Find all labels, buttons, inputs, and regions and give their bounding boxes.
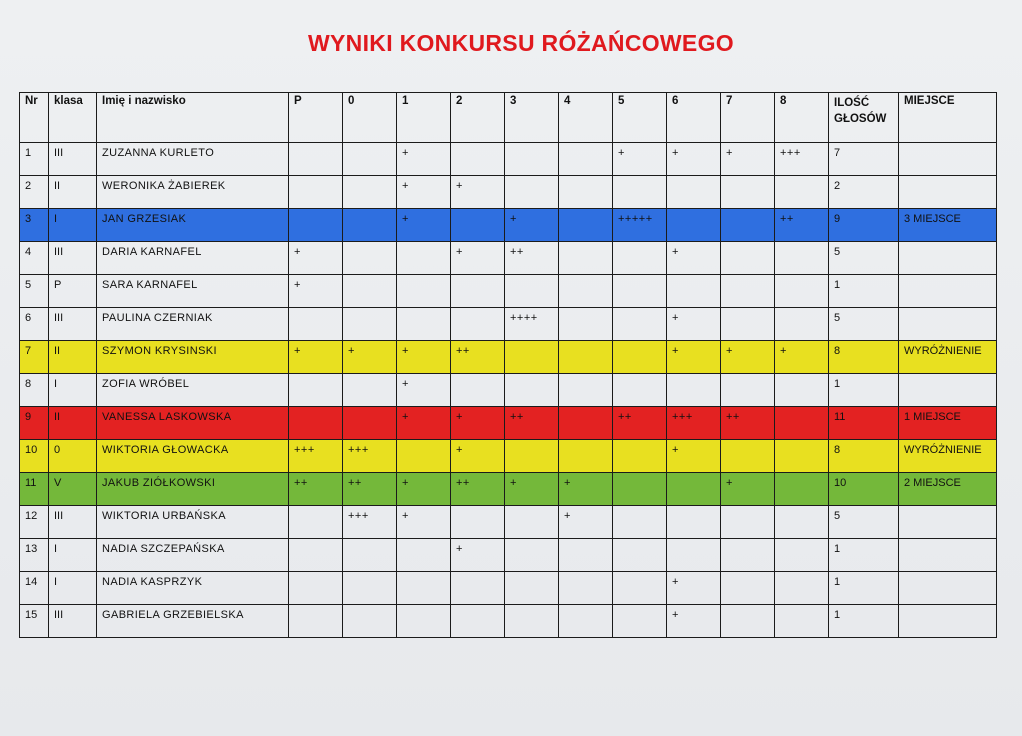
cell-mark-4 — [559, 275, 613, 308]
cell-votes: 1 — [829, 605, 899, 638]
cell-mark-6: + — [667, 440, 721, 473]
cell-mark-5: +++++ — [613, 209, 667, 242]
cell-mark-3: ++ — [505, 242, 559, 275]
header-4: 4 — [559, 93, 613, 143]
cell-votes: 5 — [829, 308, 899, 341]
cell-mark-4: + — [559, 473, 613, 506]
cell-mark-8: +++ — [775, 143, 829, 176]
cell-mark-4 — [559, 440, 613, 473]
cell-mark-6 — [667, 209, 721, 242]
cell-mark-0 — [343, 308, 397, 341]
cell-votes: 1 — [829, 572, 899, 605]
cell-klasa: II — [49, 341, 97, 374]
cell-name: WIKTORIA URBAŃSKA — [97, 506, 289, 539]
cell-mark-1: + — [397, 374, 451, 407]
cell-mark-5 — [613, 506, 667, 539]
cell-mark-3 — [505, 143, 559, 176]
header-nr: Nr — [20, 93, 49, 143]
cell-name: VANESSA LASKOWSKA — [97, 407, 289, 440]
header-7: 7 — [721, 93, 775, 143]
cell-mark-0 — [343, 407, 397, 440]
header-8: 8 — [775, 93, 829, 143]
cell-votes: 1 — [829, 374, 899, 407]
cell-mark-1 — [397, 572, 451, 605]
cell-nr: 12 — [20, 506, 49, 539]
cell-mark-2 — [451, 506, 505, 539]
cell-mark-2: + — [451, 242, 505, 275]
cell-mark-p: +++ — [289, 440, 343, 473]
cell-mark-2: + — [451, 539, 505, 572]
cell-mark-3: + — [505, 209, 559, 242]
cell-mark-7 — [721, 275, 775, 308]
cell-mark-2: + — [451, 407, 505, 440]
header-5: 5 — [613, 93, 667, 143]
header-p: P — [289, 93, 343, 143]
cell-mark-7 — [721, 209, 775, 242]
cell-votes: 1 — [829, 539, 899, 572]
cell-mark-6: + — [667, 341, 721, 374]
cell-mark-3: + — [505, 473, 559, 506]
cell-mark-0 — [343, 539, 397, 572]
table-row — [20, 407, 997, 440]
table-row — [20, 275, 997, 308]
cell-place: 2 MIEJSCE — [899, 473, 997, 506]
cell-nr: 15 — [20, 605, 49, 638]
cell-place — [899, 539, 997, 572]
table-row — [20, 605, 997, 638]
cell-place — [899, 275, 997, 308]
cell-mark-1: + — [397, 341, 451, 374]
cell-mark-2 — [451, 605, 505, 638]
cell-name: WIKTORIA GŁOWACKA — [97, 440, 289, 473]
cell-place — [899, 506, 997, 539]
cell-klasa: II — [49, 407, 97, 440]
cell-mark-5 — [613, 572, 667, 605]
cell-votes: 2 — [829, 176, 899, 209]
header-klasa: klasa — [49, 93, 97, 143]
cell-mark-4 — [559, 209, 613, 242]
cell-klasa: III — [49, 605, 97, 638]
cell-mark-4 — [559, 341, 613, 374]
cell-mark-3 — [505, 176, 559, 209]
cell-mark-4 — [559, 605, 613, 638]
cell-nr: 1 — [20, 143, 49, 176]
cell-mark-0 — [343, 209, 397, 242]
results-body — [20, 143, 997, 638]
header-3: 3 — [505, 93, 559, 143]
cell-mark-8 — [775, 275, 829, 308]
cell-mark-6: + — [667, 242, 721, 275]
cell-mark-1 — [397, 275, 451, 308]
cell-votes: 10 — [829, 473, 899, 506]
cell-mark-3 — [505, 506, 559, 539]
cell-klasa: III — [49, 242, 97, 275]
cell-name: JAKUB ZIÓŁKOWSKI — [97, 473, 289, 506]
cell-nr: 4 — [20, 242, 49, 275]
cell-nr: 8 — [20, 374, 49, 407]
cell-mark-8 — [775, 605, 829, 638]
cell-mark-7 — [721, 308, 775, 341]
cell-mark-8 — [775, 440, 829, 473]
cell-votes: 8 — [829, 341, 899, 374]
cell-votes: 8 — [829, 440, 899, 473]
cell-name: PAULINA CZERNIAK — [97, 308, 289, 341]
cell-mark-p: + — [289, 341, 343, 374]
cell-mark-3 — [505, 341, 559, 374]
cell-mark-0 — [343, 605, 397, 638]
cell-votes: 1 — [829, 275, 899, 308]
cell-mark-0: ++ — [343, 473, 397, 506]
header-row — [20, 93, 997, 143]
cell-mark-0 — [343, 176, 397, 209]
cell-name: DARIA KARNAFEL — [97, 242, 289, 275]
cell-mark-2 — [451, 275, 505, 308]
cell-mark-4 — [559, 539, 613, 572]
cell-mark-p — [289, 176, 343, 209]
cell-mark-7 — [721, 440, 775, 473]
table-row — [20, 473, 997, 506]
cell-mark-3 — [505, 440, 559, 473]
cell-mark-5 — [613, 440, 667, 473]
cell-mark-p — [289, 605, 343, 638]
table-row — [20, 572, 997, 605]
cell-mark-5 — [613, 308, 667, 341]
page-title: WYNIKI KONKURSU RÓŻAŃCOWEGO — [308, 30, 734, 56]
cell-place: 1 MIEJSCE — [899, 407, 997, 440]
table-row — [20, 440, 997, 473]
cell-mark-p — [289, 407, 343, 440]
cell-mark-6 — [667, 374, 721, 407]
cell-nr: 14 — [20, 572, 49, 605]
cell-mark-5 — [613, 242, 667, 275]
cell-mark-1: + — [397, 209, 451, 242]
cell-mark-5: + — [613, 143, 667, 176]
cell-name: NADIA SZCZEPAŃSKA — [97, 539, 289, 572]
cell-mark-p — [289, 506, 343, 539]
cell-mark-8 — [775, 374, 829, 407]
cell-mark-6 — [667, 473, 721, 506]
cell-nr: 13 — [20, 539, 49, 572]
cell-name: SZYMON KRYSINSKI — [97, 341, 289, 374]
cell-mark-7: + — [721, 143, 775, 176]
cell-place: WYRÓŻNIENIE — [899, 341, 997, 374]
cell-mark-6: + — [667, 308, 721, 341]
cell-mark-7 — [721, 242, 775, 275]
cell-mark-0: +++ — [343, 440, 397, 473]
cell-mark-7 — [721, 374, 775, 407]
cell-mark-5 — [613, 605, 667, 638]
table-row — [20, 341, 997, 374]
cell-klasa: I — [49, 572, 97, 605]
cell-mark-0: + — [343, 341, 397, 374]
cell-mark-5 — [613, 341, 667, 374]
cell-mark-p — [289, 209, 343, 242]
cell-mark-8 — [775, 308, 829, 341]
cell-mark-1 — [397, 242, 451, 275]
cell-place — [899, 242, 997, 275]
cell-place — [899, 605, 997, 638]
cell-mark-5 — [613, 539, 667, 572]
cell-mark-1: + — [397, 176, 451, 209]
cell-mark-2: ++ — [451, 473, 505, 506]
table-row — [20, 308, 997, 341]
cell-klasa: II — [49, 176, 97, 209]
cell-klasa: III — [49, 308, 97, 341]
cell-klasa: I — [49, 209, 97, 242]
cell-nr: 10 — [20, 440, 49, 473]
table-row — [20, 539, 997, 572]
cell-mark-5: ++ — [613, 407, 667, 440]
cell-nr: 11 — [20, 473, 49, 506]
cell-mark-0 — [343, 374, 397, 407]
cell-mark-1: + — [397, 473, 451, 506]
cell-nr: 6 — [20, 308, 49, 341]
cell-mark-7 — [721, 605, 775, 638]
cell-mark-5 — [613, 374, 667, 407]
cell-mark-1 — [397, 605, 451, 638]
cell-mark-6: + — [667, 572, 721, 605]
cell-place — [899, 176, 997, 209]
header-name: Imię i nazwisko — [97, 93, 289, 143]
cell-mark-6: + — [667, 143, 721, 176]
cell-name: ZUZANNA KURLETO — [97, 143, 289, 176]
header-place: MIEJSCE — [899, 93, 997, 143]
header-votes: ILOŚĆ GŁOSÓW — [829, 93, 899, 143]
cell-mark-2 — [451, 209, 505, 242]
cell-mark-0: +++ — [343, 506, 397, 539]
cell-mark-6 — [667, 506, 721, 539]
table-row — [20, 209, 997, 242]
cell-mark-0 — [343, 143, 397, 176]
cell-mark-6 — [667, 176, 721, 209]
cell-mark-3 — [505, 374, 559, 407]
table-row — [20, 143, 997, 176]
cell-klasa: III — [49, 143, 97, 176]
cell-mark-3 — [505, 539, 559, 572]
cell-mark-8 — [775, 242, 829, 275]
cell-mark-4 — [559, 308, 613, 341]
cell-klasa: V — [49, 473, 97, 506]
results-table — [19, 92, 997, 638]
cell-name: GABRIELA GRZEBIELSKA — [97, 605, 289, 638]
cell-mark-8 — [775, 506, 829, 539]
cell-mark-p — [289, 572, 343, 605]
cell-mark-p: + — [289, 275, 343, 308]
cell-mark-2 — [451, 308, 505, 341]
cell-mark-6: + — [667, 605, 721, 638]
cell-nr: 2 — [20, 176, 49, 209]
cell-votes: 5 — [829, 242, 899, 275]
cell-mark-1: + — [397, 143, 451, 176]
cell-mark-p — [289, 143, 343, 176]
cell-mark-4 — [559, 572, 613, 605]
cell-mark-8: + — [775, 341, 829, 374]
cell-mark-7: + — [721, 473, 775, 506]
cell-mark-3: ++++ — [505, 308, 559, 341]
cell-mark-1 — [397, 539, 451, 572]
cell-mark-4 — [559, 176, 613, 209]
cell-mark-8 — [775, 176, 829, 209]
cell-mark-p — [289, 308, 343, 341]
cell-votes: 5 — [829, 506, 899, 539]
table-row — [20, 374, 997, 407]
cell-mark-7 — [721, 539, 775, 572]
cell-mark-8 — [775, 407, 829, 440]
cell-mark-1 — [397, 440, 451, 473]
cell-mark-p — [289, 374, 343, 407]
cell-nr: 9 — [20, 407, 49, 440]
cell-place — [899, 572, 997, 605]
cell-mark-2: + — [451, 440, 505, 473]
table-row — [20, 242, 997, 275]
cell-mark-0 — [343, 572, 397, 605]
cell-name: NADIA KASPRZYK — [97, 572, 289, 605]
cell-name: ZOFIA WRÓBEL — [97, 374, 289, 407]
table-row — [20, 506, 997, 539]
cell-mark-6: +++ — [667, 407, 721, 440]
cell-klasa: III — [49, 506, 97, 539]
cell-mark-1: + — [397, 506, 451, 539]
cell-votes: 11 — [829, 407, 899, 440]
cell-mark-4 — [559, 143, 613, 176]
cell-mark-p: ++ — [289, 473, 343, 506]
header-6: 6 — [667, 93, 721, 143]
cell-mark-2 — [451, 143, 505, 176]
cell-klasa: I — [49, 539, 97, 572]
cell-mark-8 — [775, 572, 829, 605]
cell-mark-6 — [667, 539, 721, 572]
cell-mark-7: ++ — [721, 407, 775, 440]
cell-mark-7 — [721, 572, 775, 605]
cell-mark-1: + — [397, 407, 451, 440]
cell-mark-8 — [775, 539, 829, 572]
table-row — [20, 176, 997, 209]
cell-mark-1 — [397, 308, 451, 341]
header-2: 2 — [451, 93, 505, 143]
cell-mark-7 — [721, 176, 775, 209]
cell-klasa: P — [49, 275, 97, 308]
cell-mark-0 — [343, 275, 397, 308]
cell-name: SARA KARNAFEL — [97, 275, 289, 308]
cell-nr: 5 — [20, 275, 49, 308]
cell-mark-0 — [343, 242, 397, 275]
cell-votes: 9 — [829, 209, 899, 242]
cell-place — [899, 143, 997, 176]
cell-mark-6 — [667, 275, 721, 308]
cell-place — [899, 308, 997, 341]
cell-mark-p — [289, 539, 343, 572]
cell-mark-4 — [559, 242, 613, 275]
cell-mark-7 — [721, 506, 775, 539]
cell-mark-3: ++ — [505, 407, 559, 440]
cell-name: WERONIKA ŻABIEREK — [97, 176, 289, 209]
cell-mark-4 — [559, 407, 613, 440]
cell-mark-7: + — [721, 341, 775, 374]
cell-mark-2: + — [451, 176, 505, 209]
cell-mark-4 — [559, 374, 613, 407]
cell-nr: 3 — [20, 209, 49, 242]
cell-mark-5 — [613, 275, 667, 308]
cell-mark-5 — [613, 473, 667, 506]
cell-klasa: 0 — [49, 440, 97, 473]
cell-nr: 7 — [20, 341, 49, 374]
cell-place: 3 MIEJSCE — [899, 209, 997, 242]
cell-mark-5 — [613, 176, 667, 209]
cell-mark-3 — [505, 605, 559, 638]
cell-place: WYRÓŻNIENIE — [899, 440, 997, 473]
cell-mark-3 — [505, 572, 559, 605]
cell-votes: 7 — [829, 143, 899, 176]
cell-name: JAN GRZESIAK — [97, 209, 289, 242]
cell-mark-2: ++ — [451, 341, 505, 374]
cell-mark-8: ++ — [775, 209, 829, 242]
header-1: 1 — [397, 93, 451, 143]
header-0: 0 — [343, 93, 397, 143]
cell-mark-3 — [505, 275, 559, 308]
cell-mark-p: + — [289, 242, 343, 275]
cell-klasa: I — [49, 374, 97, 407]
cell-mark-2 — [451, 572, 505, 605]
cell-mark-4: + — [559, 506, 613, 539]
cell-place — [899, 374, 997, 407]
cell-mark-2 — [451, 374, 505, 407]
cell-mark-8 — [775, 473, 829, 506]
